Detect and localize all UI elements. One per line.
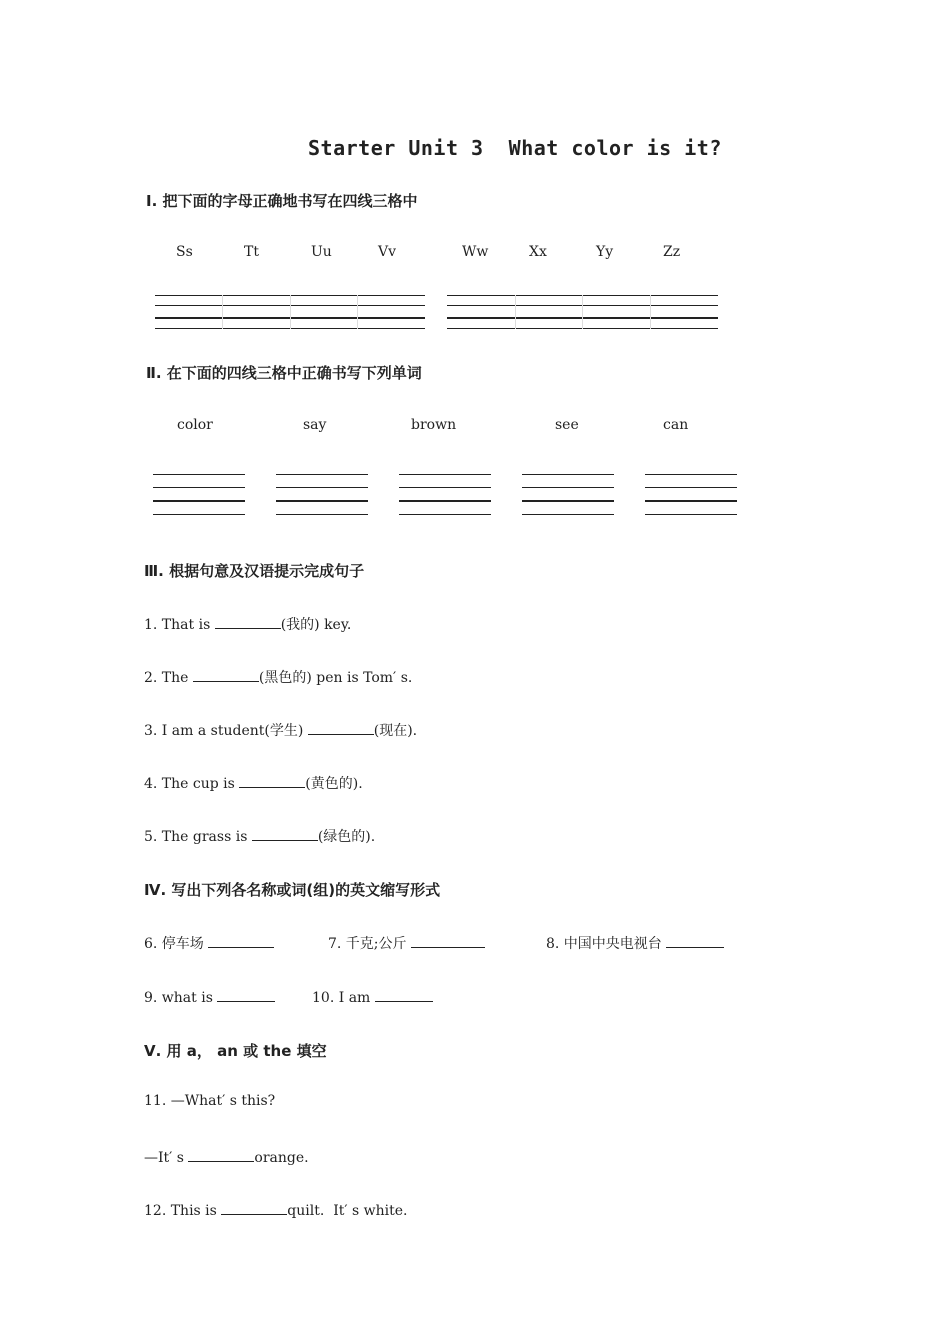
question-text: 12. This is <box>144 1203 222 1219</box>
answer-blank[interactable] <box>252 826 318 841</box>
question-7 <box>328 933 485 953</box>
word-can: can <box>663 417 689 433</box>
section-2-heading: Ⅱ. 在下面的四线三格中正确书写下列单词 <box>146 364 422 382</box>
section-5-heading: Ⅴ. 用 a， an 或 the 填空 <box>144 1042 327 1060</box>
question-9 <box>144 987 275 1006</box>
word-color: color <box>177 417 213 433</box>
answer-blank[interactable] <box>375 987 433 1002</box>
letter-ww: Ww <box>462 244 489 260</box>
letter-ss: Ss <box>176 244 193 260</box>
answer-blank[interactable] <box>215 614 281 629</box>
answer-blank[interactable] <box>221 1200 287 1215</box>
question-hint: (我的) key. <box>280 617 352 633</box>
question-2 <box>144 667 412 687</box>
question-3 <box>144 720 417 740</box>
question-hint: (黑色的) pen is Tom′ s. <box>258 670 413 686</box>
answer-blank[interactable] <box>666 933 724 948</box>
question-8 <box>546 933 724 953</box>
section-4-heading: Ⅳ. 写出下列各名称或词(组)的英文缩写形式 <box>144 881 441 899</box>
question-text: 8. 中国中央电视台 <box>546 936 667 952</box>
question-hint: (现在). <box>373 723 418 739</box>
letter-xx: Xx <box>529 244 547 260</box>
question-text: —It′ s <box>144 1150 189 1166</box>
page-title: Starter Unit 3 What color is it? <box>308 136 722 160</box>
question-text: orange. <box>254 1150 309 1166</box>
word-say: say <box>303 417 327 433</box>
question-1 <box>144 614 351 634</box>
question-text: 2. The <box>144 670 193 686</box>
word-see: see <box>555 417 579 433</box>
answer-blank[interactable] <box>308 720 374 735</box>
question-11-prompt: 11. —What′ s this? <box>144 1093 276 1109</box>
question-text: 7. 千克;公斤 <box>328 936 411 952</box>
question-text: 9. what is <box>144 990 218 1006</box>
letter-tt: Tt <box>244 244 259 260</box>
section-1-heading: Ⅰ. 把下面的字母正确地书写在四线三格中 <box>146 192 418 210</box>
question-10 <box>312 987 433 1006</box>
answer-blank[interactable] <box>217 987 275 1002</box>
question-4 <box>144 773 363 793</box>
section-3-heading: Ⅲ. 根据句意及汉语提示完成句子 <box>144 562 365 580</box>
answer-blank[interactable] <box>411 933 485 948</box>
letter-uu: Uu <box>311 244 332 260</box>
answer-blank[interactable] <box>193 667 259 682</box>
question-12 <box>144 1200 407 1219</box>
answer-blank[interactable] <box>239 773 305 788</box>
question-6 <box>144 933 274 953</box>
question-11-answer <box>144 1147 309 1166</box>
answer-blank[interactable] <box>208 933 274 948</box>
question-text: 10. I am <box>312 990 375 1006</box>
question-text: quilt. It′ s white. <box>287 1203 408 1219</box>
question-hint: (绿色的). <box>317 829 376 845</box>
question-text: 6. 停车场 <box>144 936 209 952</box>
letter-yy: Yy <box>596 244 614 260</box>
word-brown: brown <box>411 417 457 433</box>
letter-zz: Zz <box>663 244 681 260</box>
question-hint: (黄色的). <box>305 776 363 792</box>
question-5 <box>144 826 375 846</box>
question-text: 3. I am a student(学生) <box>144 723 308 739</box>
question-text: 5. The grass is <box>144 829 252 845</box>
question-text: 1. That is <box>144 617 215 633</box>
answer-blank[interactable] <box>188 1147 254 1162</box>
letter-vv: Vv <box>378 244 397 260</box>
question-text: 4. The cup is <box>144 776 240 792</box>
